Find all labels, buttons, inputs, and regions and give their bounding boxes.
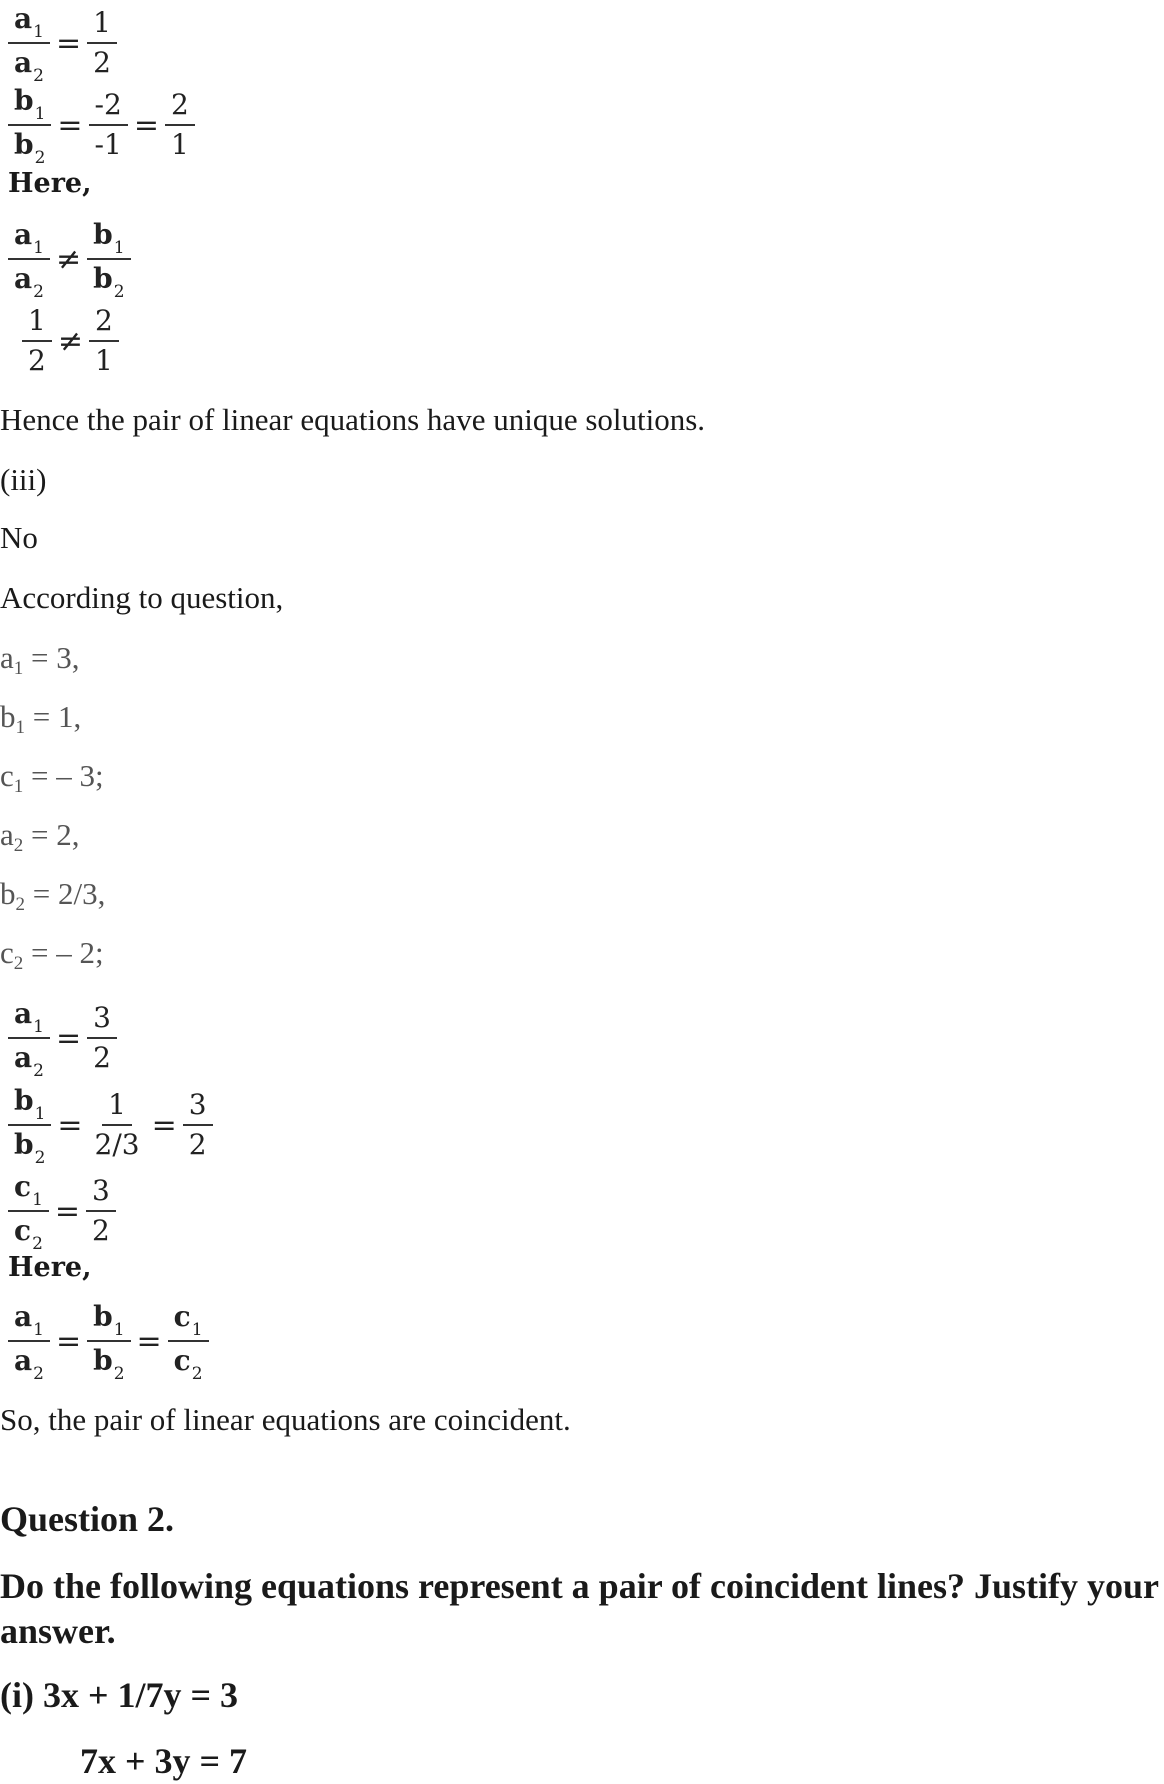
question-2-part-i: (i) 3x + 1/7y = 3 [0, 1675, 239, 1715]
ratio-a-equation-1: $\frac{a_1}{a_2}$ = $\frac{1}{2}$ [6, 0, 119, 86]
fraction-numerator: 1 [87, 4, 117, 44]
fraction-numerator: 2 [165, 86, 195, 126]
part-iii-answer: No [0, 520, 38, 555]
coefficient-c1: c1 = – 3; [0, 758, 104, 797]
question-2-heading: Question 2. [0, 1499, 175, 1539]
ratio-a-equation-2: $\frac{a_1}{a_2}$ = $\frac{3}{2}$ [6, 995, 119, 1081]
fraction-denominator: 2 [93, 1041, 111, 1074]
coefficient-b1: b1 = 1, [0, 699, 82, 738]
fraction-denominator: 2 [188, 1128, 207, 1161]
here-label: Here, [8, 168, 92, 199]
coefficient-c2: c2 = – 2; [0, 935, 104, 974]
fraction-numerator: 2 [89, 302, 119, 342]
question-2-second-equation: 7x + 3y = 7 [80, 1741, 248, 1781]
part-iii-label: (iii) [0, 462, 47, 497]
fraction-numerator: 1 [22, 302, 52, 342]
coefficient-a2: a2 = 2, [0, 817, 80, 856]
here-label-2: Here, [8, 1252, 92, 1283]
ratio-inequality-symbolic: $\frac{a_1}{a_2}$ ≠ $\frac{b_1}{b_2}$ [6, 216, 133, 302]
ratio-equality-symbolic: $\frac{a_1}{a_2}$ = $\frac{b_1}{b_2}$ = $\frac{c_1}{c_2}$ [6, 1298, 211, 1384]
fraction-denominator: 2 [93, 46, 111, 79]
ratio-b-equation-1: $\frac{b_1}{b_2}$ = $\frac{-2}{-1}$ = $\frac{2}{1}$ [6, 82, 197, 168]
fraction-numerator: 3 [183, 1086, 213, 1126]
ratio-c-equation: $\frac{c_1}{c_2}$ = $\frac{3}{2}$ [6, 1168, 118, 1254]
fraction-denominator: 2 [28, 344, 46, 377]
fraction-numerator: 3 [86, 1172, 116, 1212]
ratio-b-equation-2: $\frac{b_1}{b_2}$ = $\frac{1}{2/3}$ = $\frac{3}{2}$ [6, 1082, 215, 1168]
coincident-conclusion: So, the pair of linear equations are coincident. [0, 1402, 571, 1437]
fraction-numerator: 1 [102, 1086, 132, 1126]
unique-solution-conclusion: Hence the pair of linear equations have unique solutions. [0, 402, 706, 437]
fraction-denominator: -1 [94, 128, 122, 161]
coefficient-a1: a1 = 3, [0, 640, 80, 679]
fraction-numerator: 3 [87, 999, 117, 1039]
fraction-numerator: -2 [89, 86, 128, 126]
fraction-denominator: 2 [92, 1214, 110, 1247]
coefficient-b2: b2 = 2/3, [0, 876, 106, 915]
question-2-text: Do the following equations represent a pair of coincident lines? Justify your answer. [0, 1566, 1159, 1651]
part-iii-intro: According to question, [0, 580, 284, 615]
fraction-denominator: 2/3 [94, 1128, 140, 1161]
fraction-denominator: 1 [170, 128, 189, 161]
ratio-inequality-numeric: $\frac{1}{2}$ ≠ $\frac{2}{1}$ [20, 302, 121, 380]
fraction-denominator: 1 [94, 344, 113, 377]
